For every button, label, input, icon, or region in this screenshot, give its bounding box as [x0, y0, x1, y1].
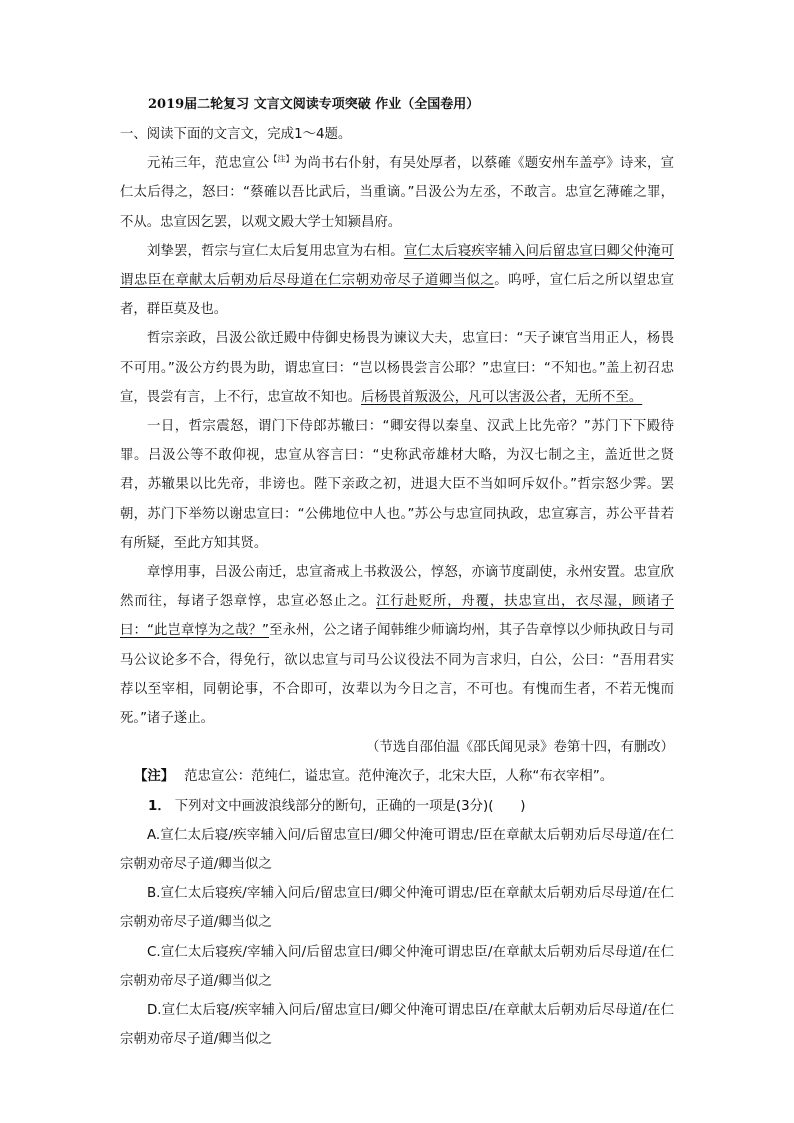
note-marker: 【注】	[269, 154, 294, 164]
document-page	[120, 96, 674, 1055]
question-number: 1．	[148, 798, 171, 814]
paragraph-5-part-b: 至永州，公之诸子闻韩维少师谪均州，其子告章惇以少师执政日与司马公议论多不合，得免行，欲以忠宣与司马公议役法不同为言求归，白公，公曰：“吾用君实荐以至宰相，同朝论事，不合即可，汝辈以为今日之言，不可也。有愧而生者，不若无愧而死。”诸子遂止。	[120, 623, 675, 727]
paragraph-2-part-b: 。呜呼，宣仁后之所以望忠宣者，群臣莫及也。	[120, 273, 675, 318]
footnote	[134, 762, 674, 791]
paragraph-2-part-a: 刘挚罢，哲宗与宣仁太后复用忠宣为右相。	[147, 243, 404, 259]
wavy-underlined-passage: 宣仁太后寝疾宰辅入问后留忠宣曰卿父仲淹可谓忠臣在章献太后朝劝后尽母道在仁宗朝劝帝尽子道卿当似之	[120, 243, 675, 289]
paragraph-5-part-a: 章惇用事，吕汲公南迁，忠宣斋戒上书救汲公，惇怒，亦谪节度副使，永州安置。忠宣欣然而往，每诸子怨章惇，忠宣必怒止之。	[120, 565, 674, 610]
question-1	[148, 792, 674, 821]
footnote-label: 【注】	[134, 769, 175, 785]
footnote-text: 范忠宣公：范纯仁，谥忠宣。范仲淹次子，北宋大臣，人称“布衣宰相”。	[184, 769, 614, 785]
underlined-sentence-1: 后杨畏首叛汲公，凡可以害汲公者，无所不至。	[361, 389, 643, 405]
source-citation: （节选自邵伯温《邵氏闻见录》卷第十四，有删改）	[366, 740, 674, 756]
paragraph-1-part-b: 为尚书右仆射，有吴处厚者，以蔡確《题安州车盖亭》诗来，宣仁太后得之，怒曰：“蔡確以吾比武后，当重谪。”吕汲公为左丞，不敢言。忠宣乞薄確之罪，不从。忠宣因乞罢，以观文殿大学士知颍昌府。	[120, 156, 675, 230]
paragraph-5	[120, 558, 674, 733]
paragraph-1-part-a: 元祐三年，范忠宣公	[147, 156, 270, 172]
paragraph-2	[120, 237, 674, 325]
paragraph-1	[120, 149, 674, 237]
document-title: 2019届二轮复习 文言文阅读专项突破 作业（全国卷用）	[148, 97, 480, 112]
underlined-sentence-2: 江行赴贬所，舟覆，扶忠宣出，衣尽湿，顾诸子曰：“此岂章惇为之哉？”	[120, 594, 674, 639]
question-text: 下列对文中画波浪线部分的断句，正确的一项是(3分)( )	[174, 798, 526, 814]
paragraph-4: 一日，哲宗震怒，谓门下侍郎苏辙曰：“卿安得以秦皇、汉武上比先帝？”苏门下下殿待罪。吕汲公等不敢仰视，忠宣从容言曰：“史称武帝雄材大略，为汉七制之主，盖近世之贤君，苏辙果以比先帝，非谤也。陛下亲政之初，进退大臣不当如呵斥奴仆。”哲宗怒少霁。罢朝，苏门下举笏以谢忠宣曰：“公佛地位中人也。”苏公与忠宣同执政，忠宣寡言，苏公平昔若有所疑，至此方知其贤。	[120, 419, 674, 551]
paragraph-3-part-a: 哲宗亲政，吕汲公欲迁殿中侍御史杨畏为谏议大夫，忠宣曰：“天子谏官当用正人，杨畏不可用。”汲公方约畏为助，谓忠宣曰：“岂以杨畏尝言公耶？”忠宣曰：“不知也。”盖上初召忠宣，畏尝有言，上不行，忠宣故不知也。	[120, 331, 674, 405]
option-b: B.宣仁太后寝疾/宰辅入问后/留忠宣曰/卿父仲淹可谓忠/臣在章献太后朝劝后尽母道/在仁宗朝劝帝尽子道/卿当似之	[120, 886, 674, 931]
intro-text: 一、阅读下面的文言文，完成1～4题。	[120, 127, 352, 142]
paragraph-3	[120, 324, 674, 412]
option-c: C.宣仁太后寝疾/宰辅入问/后留忠宣曰/卿父仲淹可谓忠臣/在章献太后朝劝后尽母道/在仁宗朝劝帝尽子道/卿当似之	[120, 944, 674, 989]
option-d: D.宣仁太后寝/疾宰辅入问后/留忠宣曰/卿父仲淹可谓忠臣/在章献太后朝劝后尽母道/在仁宗朝劝帝尽子道/卿当似之	[120, 1003, 674, 1048]
option-a: A.宣仁太后寝/疾宰辅入问/后留忠宣曰/卿父仲淹可谓忠/臣在章献太后朝劝后尽母道/在仁宗朝劝帝尽子道/卿当似之	[120, 827, 674, 873]
